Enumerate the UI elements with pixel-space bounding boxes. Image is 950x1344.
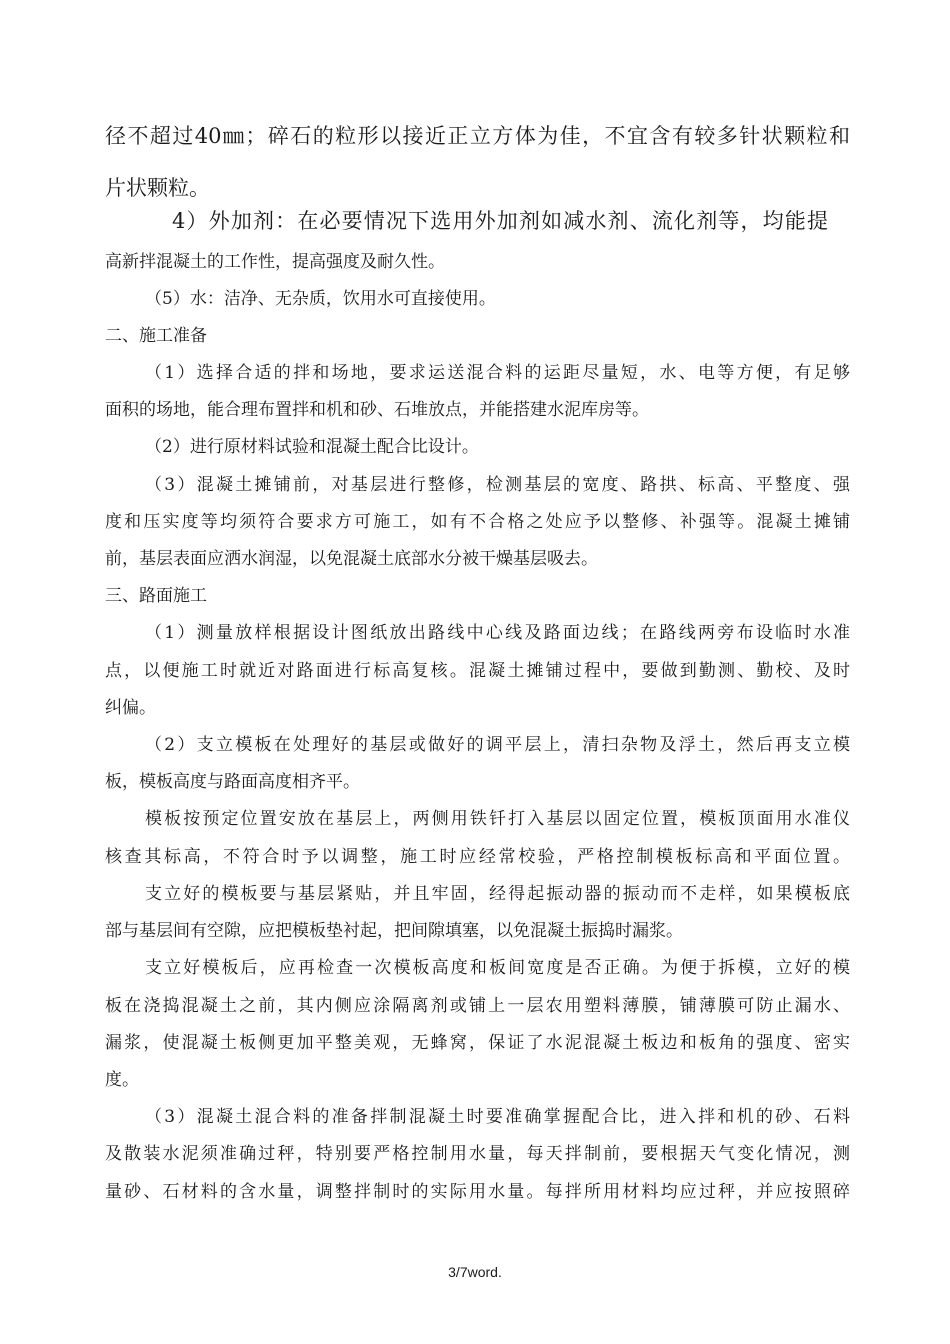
text-line: 高新拌混凝土的工作性，提高强度及耐久性。: [105, 252, 445, 272]
section-heading: 二、施工准备: [105, 326, 207, 346]
text-line: 度。: [105, 1070, 139, 1090]
text-line: 核查其标高，不符合时予以调整，施工时应经常校验，严格控制模板标高和平面位置。: [105, 847, 850, 867]
text-line: 板，模板高度与路面高度相齐平。: [105, 772, 360, 792]
text-line: （1）选择合适的拌和场地，要求运送混合料的运距尽量短，水、电等方便，有足够: [145, 363, 850, 383]
page-footer: 3/7word.: [448, 1264, 502, 1280]
text-line: 前，基层表面应洒水润湿，以免混凝土底部水分被干燥基层吸去。: [105, 549, 598, 569]
text-line: 片状颗粒。: [105, 176, 210, 200]
text-line: （1）测量放样根据设计图纸放出路线中心线及路面边线；在路线两旁布设临时水准: [145, 623, 850, 643]
text-line: 量砂、石材料的含水量，调整拌制时的实际用水量。每拌所用材料均应过秤，并应按照碎: [105, 1182, 850, 1202]
text-line: 面积的场地，能合理布置拌和机和砂、石堆放点，并能搭建水泥库房等。: [105, 400, 649, 420]
text-line: 点，以便施工时就近对路面进行标高复核。混凝土摊铺过程中，要做到勤测、勤校、及时: [105, 661, 850, 681]
text-line: （2）支立模板在处理好的基层或做好的调平层上，清扫杂物及浮土，然后再支立模: [145, 735, 850, 755]
text-line: 度和压实度等均须符合要求方可施工，如有不合格之处应予以整修、补强等。混凝土摊铺: [105, 512, 850, 532]
text-line: 支立好模板后，应再检查一次模板高度和板间宽度是否正确。为便于拆模，立好的模: [145, 958, 850, 978]
text-line: 及散装水泥须准确过秤，特别要严格控制用水量，每天拌制前，要根据天气变化情况，测: [105, 1144, 850, 1164]
text-line: 部与基层间有空隙，应把模板垫衬起，把间隙填塞，以免混凝土振捣时漏浆。: [105, 921, 683, 941]
text-line: 漏浆，使混凝土板侧更加平整美观，无蜂窝，保证了水泥混凝土板边和板角的强度、密实: [105, 1033, 850, 1053]
text-line: 板在浇捣混凝土之前，其内侧应涂隔离剂或铺上一层农用塑料薄膜，铺薄膜可防止漏水、: [105, 996, 850, 1016]
text-line: （5）水：洁净、无杂质，饮用水可直接使用。: [145, 289, 496, 309]
section-heading: 三、路面施工: [105, 586, 207, 606]
text-line: （2）进行原材料试验和混凝土配合比设计。: [145, 437, 479, 457]
text-line: 支立好的模板要与基层紧贴，并且牢固，经得起振动器的振动而不走样，如果模板底: [145, 884, 850, 904]
text-line: 模板按预定位置安放在基层上，两侧用铁钎打入基层以固定位置，模板顶面用水准仪: [145, 809, 850, 829]
text-line: 4）外加剂：在必要情况下选用外加剂如减水剂、流化剂等，均能提: [172, 209, 828, 233]
text-line: 径不超过40㎜；碎石的粒形以接近正立方体为佳，不宜含有较多针状颗粒和: [105, 124, 850, 148]
text-line: 纠偏。: [105, 698, 156, 718]
text-line: （3）混凝土摊铺前，对基层进行整修，检测基层的宽度、路拱、标高、平整度、强: [145, 475, 850, 495]
text-line: （3）混凝土混合料的准备拌制混凝土时要准确掌握配合比，进入拌和机的砂、石料: [145, 1107, 850, 1127]
